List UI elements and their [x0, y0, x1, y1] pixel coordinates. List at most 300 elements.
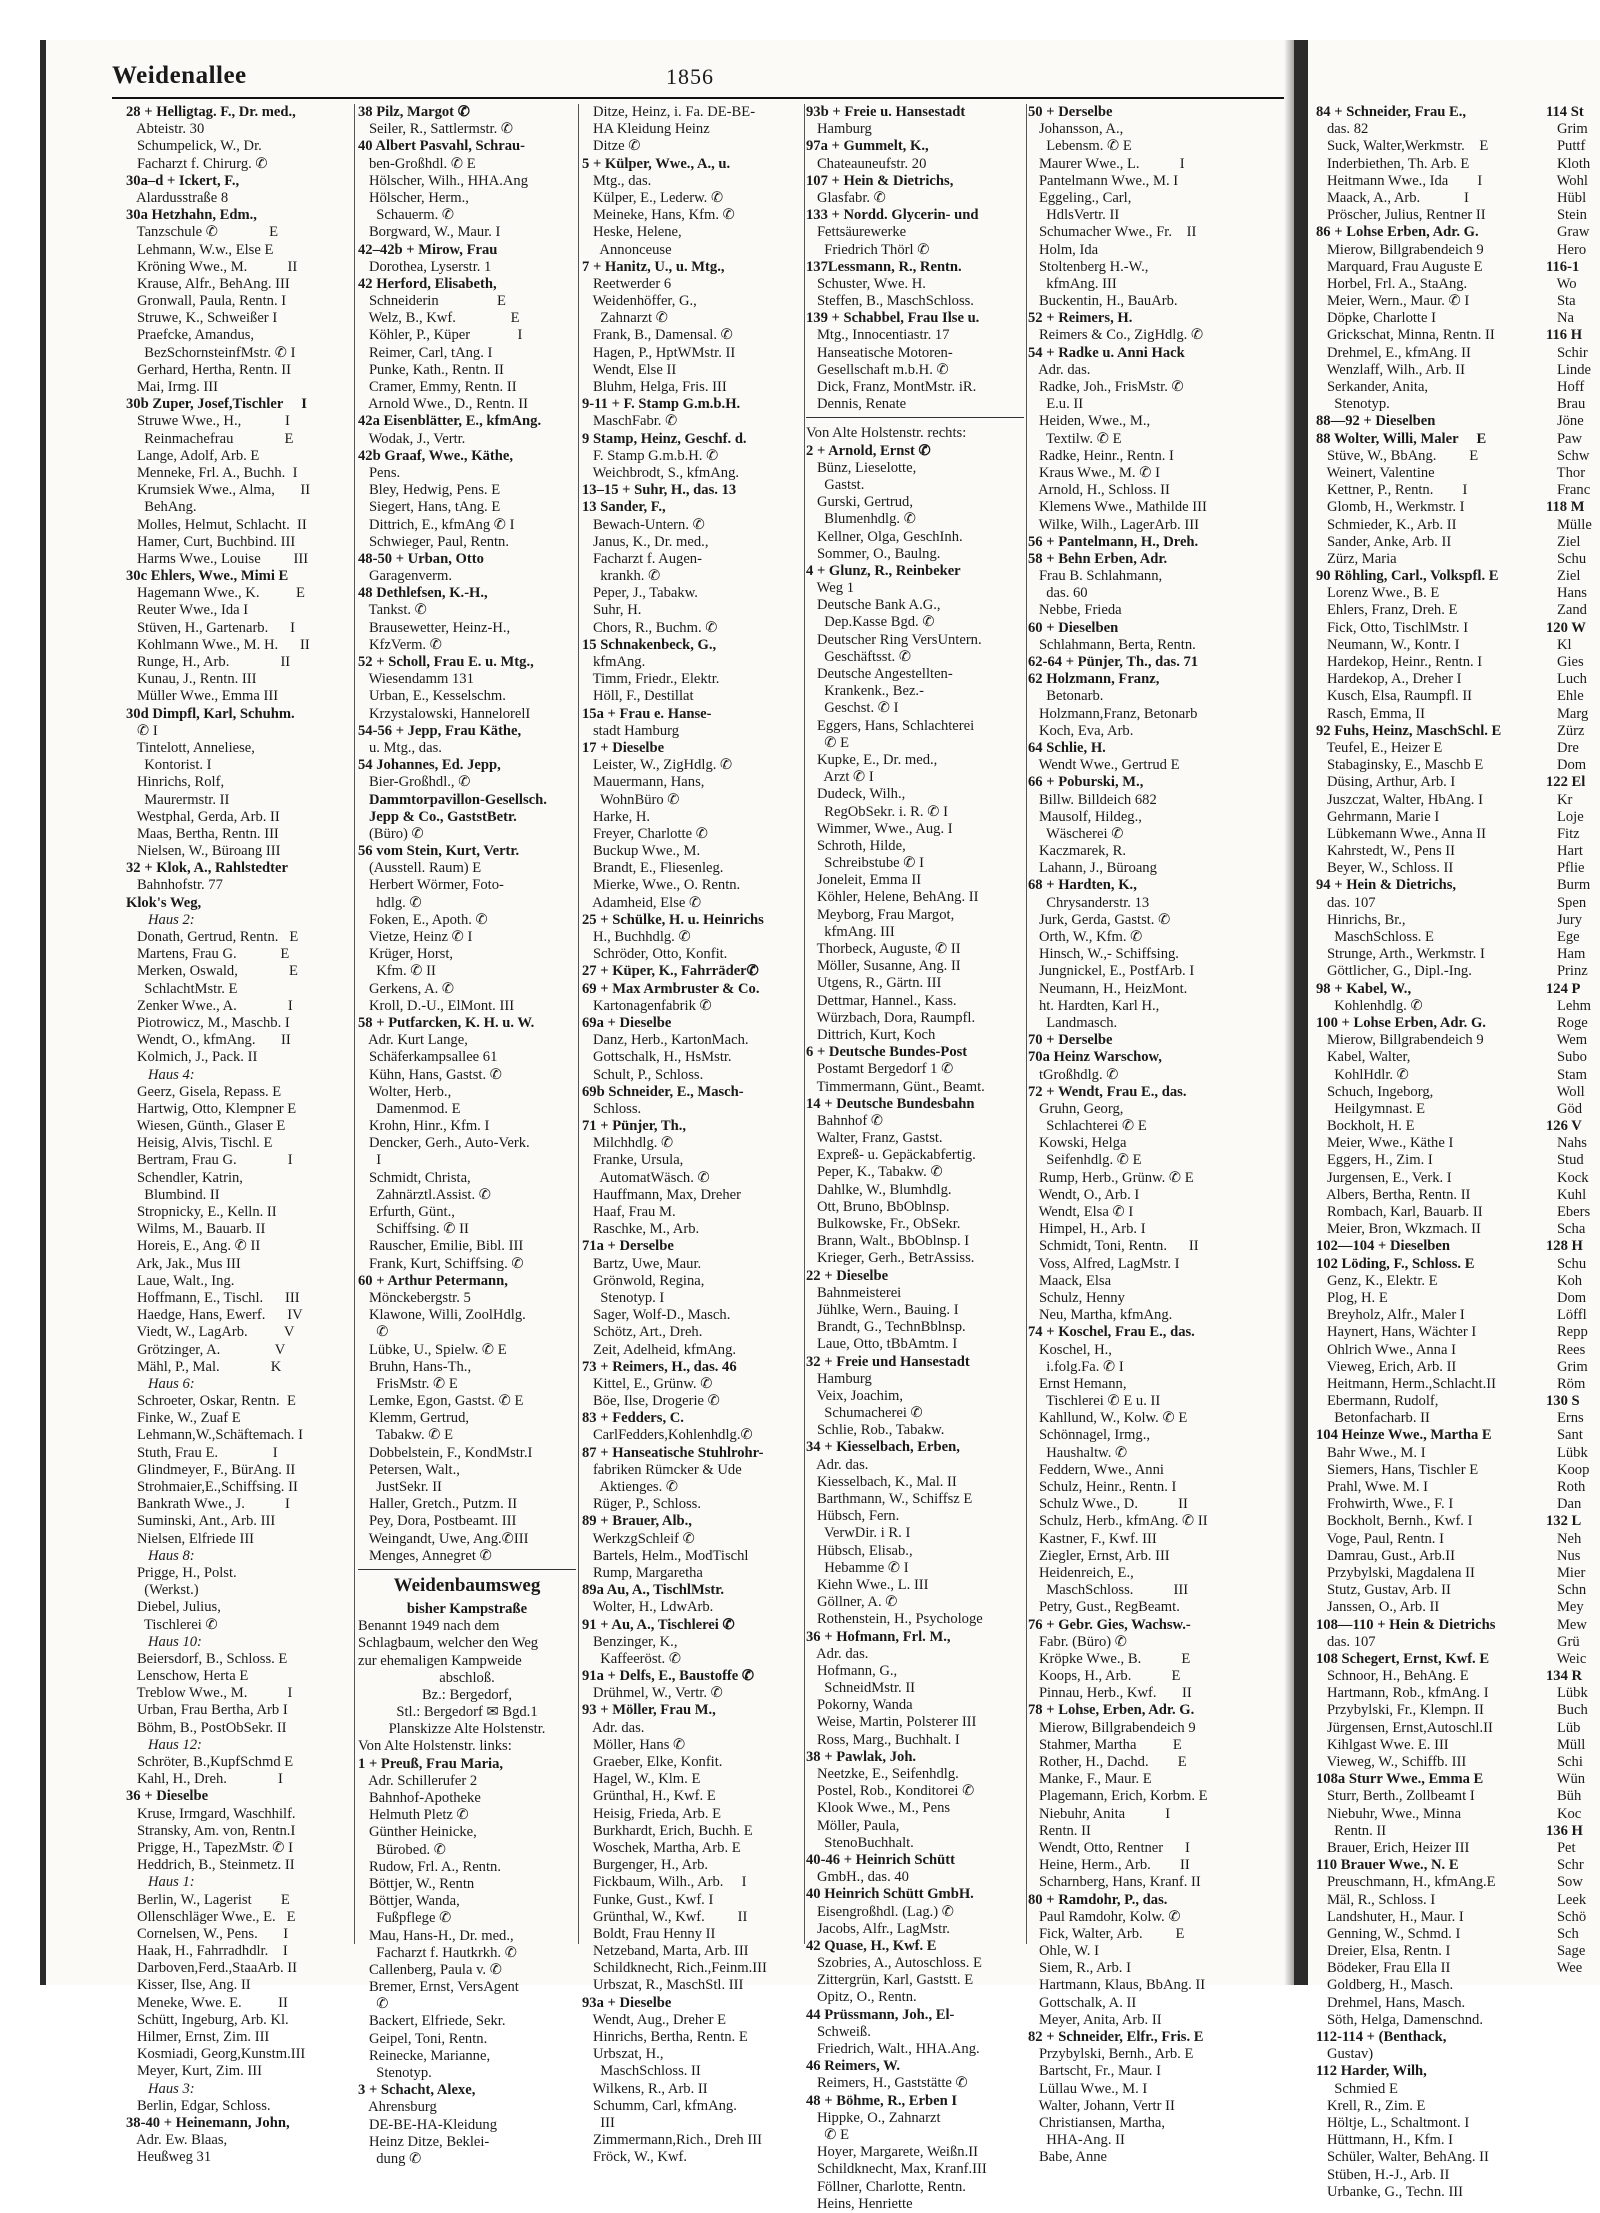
directory-line: Kohlmann Wwe., M. H. II — [126, 636, 310, 653]
column-divider — [354, 104, 355, 1944]
directory-line: Manke, F., Maur. E — [1028, 1771, 1152, 1788]
directory-line: Juszczat, Walter, HbAng. I — [1316, 791, 1483, 808]
directory-line: Pey, Dora, Postbeamt. III — [358, 1513, 517, 1530]
directory-line: Nahs — [1546, 1135, 1587, 1152]
directory-line: 73 + Reimers, H., das. 46 — [582, 1358, 737, 1375]
directory-line: Seiler, R., Sattlermstr. ✆ — [358, 121, 514, 138]
directory-line: Söth, Helga, Damenschnd. — [1316, 2011, 1483, 2028]
directory-line: 90 Röhling, Carl., Volkspfl. E — [1316, 568, 1499, 585]
directory-line: Külper, E., Lederw. ✆ — [582, 189, 724, 206]
directory-line: Wendt, Otto, Rentner I — [1028, 1839, 1190, 1856]
directory-line: Glasfabr. ✆ — [806, 189, 886, 206]
directory-line: Stüven, H., Gartenarb. I — [126, 619, 296, 636]
directory-line: i.folg.Fa. ✆ I — [1028, 1358, 1124, 1375]
directory-line: Gerhard, Hertha, Rentn. II — [126, 361, 291, 378]
directory-line: Molles, Helmut, Schlacht. II — [126, 516, 307, 533]
directory-line: Radke, Joh., FrisMstr. ✆ — [1028, 379, 1184, 395]
directory-line: Hippke, O., Zahnarzt — [806, 2109, 941, 2126]
directory-line: 9-11 + F. Stamp G.m.b.H. — [582, 396, 741, 413]
directory-line: 52 + Reimers, H. — [1028, 310, 1133, 327]
directory-line: Hinsch, W.,- Schiffsing. — [1028, 946, 1179, 963]
directory-line: 2 + Arnold, Ernst ✆ — [806, 442, 931, 459]
directory-line: Burgenger, H., Arb. — [582, 1857, 709, 1874]
directory-line: StenoBuchhalt. — [806, 1834, 914, 1851]
directory-line: Alardusstraße 8 — [126, 189, 229, 206]
directory-line: 88—92 + Dieselben — [1316, 413, 1436, 430]
directory-line: Veix, Joachim, — [806, 1387, 904, 1404]
directory-line: Klok's Weg, — [126, 894, 202, 911]
directory-line: Grim — [1546, 121, 1588, 138]
column-3 — [582, 104, 802, 2166]
directory-line: Eggers, Hans, Schlachterei — [806, 717, 975, 734]
directory-line: Hüttmann, H., Kfm. I — [1316, 2132, 1454, 2149]
directory-line: Kowski, Helga — [1028, 1135, 1127, 1152]
directory-line: Weingandt, Uwe, Ang.✆III — [358, 1530, 529, 1547]
directory-line: Schmidt, Christa, — [358, 1169, 471, 1186]
directory-line: 56 + Pantelmann, H., Dreh. — [1028, 533, 1199, 550]
directory-line: Jöne — [1546, 413, 1584, 430]
directory-line: 89a Au, A., TischlMstr. — [582, 1582, 725, 1599]
directory-line: 62-64 + Pünjer, Th., das. 71 — [1028, 654, 1199, 670]
directory-line: Stropnicky, E., Kelln. II — [126, 1204, 277, 1220]
directory-line: Postel, Rob., Konditorei ✆ — [806, 1783, 975, 1800]
directory-line: 132 L — [1546, 1513, 1582, 1530]
directory-line: Urbszat, R., MaschStl. III — [582, 1977, 744, 1994]
directory-line: Bruhn, Hans-Th., — [358, 1358, 472, 1375]
directory-line: Boldt, Frau Henny II — [582, 1925, 716, 1942]
directory-line: Schildknecht, Max, Kranf.III — [806, 2161, 987, 2178]
directory-line: Schwieger, Paul, Rentn. — [358, 533, 510, 550]
directory-line: Preuschmann, H., kfmAng.E — [1316, 1874, 1496, 1891]
directory-line: Hamer, Curt, Buchbind. III — [126, 533, 296, 550]
directory-line: Graw — [1546, 224, 1590, 241]
directory-line: krankh. ✆ — [582, 568, 661, 585]
directory-line: ht. Hardten, Karl H., — [1028, 997, 1160, 1014]
directory-line: Marg — [1546, 705, 1589, 722]
header-rule — [112, 97, 1284, 99]
directory-line: 108 Schegert, Ernst, Kwf. E — [1316, 1650, 1490, 1667]
directory-line: Föllner, Charlotte, Rentn. — [806, 2178, 966, 2195]
directory-line: Joneleit, Emma II — [806, 872, 922, 889]
directory-line: 80 + Ramdohr, P., das. — [1028, 1891, 1168, 1908]
directory-line: VerwDir. i R. I — [806, 1525, 911, 1542]
directory-line: Woll — [1546, 1083, 1585, 1100]
directory-line: 13 Sander, F., — [582, 499, 666, 516]
directory-line: 110 Brauer Wwe., N. E — [1316, 1857, 1459, 1874]
directory-line: Hart — [1546, 843, 1583, 860]
directory-line: Reinecke, Marianne, — [358, 2047, 491, 2064]
directory-line: Adr. das. — [582, 1719, 645, 1736]
directory-line: Stl.: Bergedorf ✉ Bgd.1 — [396, 1704, 538, 1721]
directory-line: Schir — [1546, 344, 1588, 361]
column-6 — [1316, 104, 1542, 2200]
directory-line: 5 + Külper, Wwe., A., u. — [582, 155, 731, 172]
directory-line: Drehmel, E., kfmAng. II — [1316, 344, 1471, 361]
directory-line: Köhler, Helene, BehAng. II — [806, 889, 979, 906]
page-header — [112, 62, 1284, 98]
directory-line: Siem, R., Arb. I — [1028, 1960, 1131, 1977]
directory-line: Köhler, P., Küper I — [358, 327, 523, 344]
directory-line: 84 + Schneider, Frau E., — [1316, 104, 1467, 120]
directory-line: Lübke, U., Spielw. ✆ E — [358, 1341, 507, 1358]
directory-line: Hartmann, Klaus, BbAng. II — [1028, 1977, 1206, 1994]
directory-line: Punke, Kath., Rentn. II — [358, 361, 504, 378]
directory-line: (Werkst.) — [126, 1582, 199, 1599]
directory-line: Fick, Otto, TischlMstr. I — [1316, 619, 1469, 636]
directory-line: Sage — [1546, 1943, 1586, 1960]
directory-line: F. Stamp G.m.b.H. ✆ — [582, 447, 719, 464]
directory-line: 30c Ehlers, Wwe., Mimi E — [126, 568, 289, 585]
directory-line: 60 + Dieselben — [1028, 619, 1119, 636]
directory-line: Jacobs, Alfr., LagMstr. — [806, 1920, 950, 1937]
directory-line: 17 + Dieselbe — [582, 739, 665, 756]
directory-line: Utgens, R., Gärtn. III — [806, 975, 942, 992]
directory-line: Schlahmann, Berta, Rentn. — [1028, 636, 1196, 653]
directory-line: Würzbach, Dora, Raumpfl. — [806, 1009, 976, 1026]
directory-line: 40 Heinrich Schütt GmbH. — [806, 1886, 974, 1903]
directory-line: Klawone, Willi, ZoolHdlg. — [358, 1307, 526, 1324]
directory-line: 69 + Max Armbruster & Co. — [582, 980, 760, 997]
directory-line: Nus — [1546, 1547, 1581, 1564]
directory-line: u. Mtg., das. — [358, 739, 442, 756]
directory-line: Schröter, B.,KupfSchmd E — [126, 1754, 294, 1770]
directory-line: Viedt, W., LagArb. V — [126, 1324, 295, 1341]
directory-line: Reimers & Co., ZigHdlg. ✆ — [1028, 327, 1204, 344]
directory-line: Koops, H., Arb. E — [1028, 1668, 1181, 1685]
directory-line: Grünthal, W., Kwf. II — [582, 1908, 748, 1925]
directory-line: Eggers, H., Zim. I — [1316, 1152, 1433, 1169]
directory-line: Betonarb. — [1028, 688, 1104, 705]
directory-line: Weidenbaumsweg — [393, 1574, 541, 1596]
directory-line: Schendler, Katrin, — [126, 1169, 243, 1186]
directory-line: Kruse, Irmgard, Waschhilf. — [126, 1805, 296, 1822]
directory-line: Stahmer, Martha E — [1028, 1736, 1182, 1753]
book-gutter — [1294, 40, 1308, 1985]
directory-line: Janus, K., Dr. med., — [582, 533, 709, 550]
directory-line: Rothenstein, H., Psychologe — [806, 1611, 983, 1628]
directory-line: E.u. II — [1028, 396, 1084, 413]
directory-line: Heisig, Frieda, Arb. E — [582, 1805, 722, 1822]
directory-line: Bz.: Bergedorf, — [421, 1686, 513, 1703]
directory-line: Mauermann, Hans, — [582, 774, 705, 791]
directory-line: Maas, Bertha, Rentn. III — [126, 825, 279, 842]
directory-line: Rauscher, Emilie, Bibl. III — [358, 1238, 524, 1255]
directory-line: 32 + Klok, A., Rahlstedter — [126, 860, 288, 877]
directory-line: Dudeck, Wilh., — [806, 786, 906, 803]
directory-line: Berlin, Edgar, Schloss. — [126, 2097, 271, 2114]
directory-line: Subo — [1546, 1049, 1587, 1066]
directory-line: Dre — [1546, 739, 1579, 756]
directory-line: Suhr, H. — [582, 602, 642, 619]
directory-line: Voge, Paul, Rentn. I — [1316, 1530, 1444, 1547]
directory-line: Timm, Friedr., Elektr. — [582, 671, 720, 688]
directory-line: 56 vom Stein, Kurt, Vertr. — [358, 843, 520, 860]
directory-line: Harms Wwe., Louise III — [126, 550, 309, 567]
directory-line: Brau — [1546, 396, 1586, 413]
directory-line: kfmAng. III — [806, 923, 895, 940]
directory-line: Mtg., das. — [582, 172, 652, 189]
directory-line: Arnold, H., Schloss. II — [1028, 482, 1170, 499]
directory-line: 102 Löding, F., Schloss. E — [1316, 1255, 1475, 1272]
directory-line: Timmermann, Günt., Beamt. — [806, 1078, 985, 1095]
directory-line: Laue, Otto, tBbAmtm. I — [806, 1336, 958, 1353]
directory-line: Frau B. Schlahmann, — [1028, 568, 1163, 585]
directory-line: Backert, Elfriede, Sekr. — [358, 2013, 506, 2030]
directory-line: Siemers, Hans, Tischler E — [1316, 1461, 1479, 1478]
directory-line: Kröpke Wwe., B. E — [1028, 1650, 1191, 1667]
directory-line: 104 Heinze Wwe., Martha E — [1316, 1427, 1492, 1444]
directory-line: Hölscher, Wilh., HHA.Ang — [358, 172, 529, 189]
directory-line: 78 + Lohse, Erben, Adr. G. — [1028, 1702, 1195, 1719]
directory-line: Holzmann,Franz, Betonarb — [1028, 705, 1198, 722]
directory-line: Dobbelstein, F., KondMstr.I — [358, 1444, 533, 1461]
directory-line: Goldberg, H., Masch. — [1316, 1977, 1454, 1994]
directory-line: Przybylski, Fr., Klempn. II — [1316, 1702, 1484, 1719]
directory-line: 124 P — [1546, 980, 1581, 997]
directory-line: Meier, Wern., Maur. ✆ I — [1316, 293, 1470, 310]
directory-line: Haushaltw. ✆ — [1028, 1444, 1128, 1461]
directory-line: Kupke, E., Dr. med., — [806, 751, 938, 768]
directory-line: Heske, Helene, — [582, 224, 682, 241]
directory-line: ✆ I — [126, 722, 158, 739]
directory-line: Jury — [1546, 911, 1583, 928]
gutter-shadow — [1284, 40, 1294, 1985]
directory-line: Göttlicher, G., Dipl.-Ing. — [1316, 963, 1472, 980]
directory-line: Buckup Wwe., M. — [582, 843, 701, 860]
directory-line: Böe, Ilse, Drogerie ✆ — [582, 1393, 720, 1410]
directory-line: 46 Reimers, W. — [806, 2058, 901, 2075]
directory-line: Breyholz, Alfr., Maler I — [1316, 1307, 1465, 1324]
directory-line: Kraus Wwe., M. ✆ I — [1028, 464, 1160, 481]
directory-line: Bahr Wwe., M. I — [1316, 1444, 1426, 1461]
directory-line: Lehm — [1546, 997, 1591, 1014]
directory-line: Franke, Ursula, — [582, 1152, 684, 1169]
directory-line: Schult, P., Schloss. — [582, 1066, 704, 1083]
directory-line: Luch — [1546, 671, 1587, 688]
directory-line: Kusch, Elsa, Raumpfl. II — [1316, 688, 1473, 705]
directory-line: Lorenz Wwe., B. E — [1316, 585, 1440, 602]
directory-line: ✆ — [358, 1324, 389, 1341]
directory-line: 6 + Deutsche Bundes-Post — [806, 1044, 968, 1061]
directory-line: Müller Wwe., Emma III — [126, 688, 279, 705]
directory-line: Sow — [1546, 1874, 1583, 1891]
directory-line: Gies — [1546, 654, 1584, 670]
directory-line: Hardekop, A., Dreher I — [1316, 671, 1462, 688]
directory-line: MaschFabr. ✆ — [582, 413, 678, 430]
directory-line: Jepp & Co., GaststBetr. — [358, 808, 517, 825]
directory-line: Gottschalk, H., HsMstr. — [582, 1049, 732, 1066]
directory-line: HA Kleidung Heinz — [582, 121, 710, 138]
directory-line: Genning, W., Schmd. I — [1316, 1925, 1461, 1942]
directory-line: Friedrich, Walt., HHA.Ang. — [806, 2041, 980, 2057]
directory-line: Bahnmeisterei — [806, 1284, 902, 1301]
directory-line: 54 Johannes, Ed. Jepp, — [358, 757, 501, 774]
directory-line: Thor — [1546, 464, 1586, 481]
directory-line: Dennis, Renate — [806, 396, 907, 413]
directory-line: Bley, Hedwig, Pens. E — [358, 482, 501, 499]
directory-line: 94 + Hein & Dietrichs, — [1316, 877, 1457, 894]
directory-line: stadt Hamburg — [582, 722, 680, 739]
directory-line: Kosmiadi, Georg,Kunstm.III — [126, 2046, 306, 2063]
directory-line: Burkhardt, Erich, Buchh. E — [582, 1822, 753, 1839]
directory-line: Zahnarzt ✆ — [582, 310, 668, 327]
directory-line: Sommer, O., Baulng. — [806, 545, 941, 562]
directory-line: Linde — [1546, 361, 1591, 378]
directory-line: Jungnickel, E., PostfArb. I — [1028, 963, 1195, 980]
directory-line: Ziegler, Ernst, Arb. III — [1028, 1547, 1170, 1564]
directory-line: Grünthal, H., Kwf. E — [582, 1788, 716, 1805]
directory-line: Drühmel, W., Vertr. ✆ — [582, 1685, 723, 1702]
directory-line: Walter, Johann, Vertr II — [1028, 2097, 1175, 2114]
directory-line: Neumann, W., Kontr. I — [1316, 636, 1460, 653]
directory-line: Kartonagenfabrik ✆ — [582, 997, 712, 1014]
directory-line: Stabaginsky, E., Maschb E — [1316, 757, 1484, 774]
directory-line: Schütt, Ingeburg, Arb. Kl. — [126, 2011, 289, 2028]
directory-line: Düsing, Arthur, Arb. I — [1316, 774, 1456, 791]
directory-line: Bartscht, Fr., Maur. I — [1028, 2063, 1161, 2080]
directory-line: Schröder, Otto, Konfit. — [582, 946, 728, 963]
directory-line: Weise, Martin, Polsterer III — [806, 1714, 977, 1731]
directory-line: Tabakw. ✆ E — [358, 1427, 454, 1444]
directory-line: Tintelott, Anneliese, — [126, 739, 255, 756]
directory-line: Serkander, Anita, — [1316, 379, 1429, 395]
directory-line: Vieweg, W., Schiffb. III — [1316, 1754, 1467, 1770]
directory-line: Kisser, Ilse, Ang. II — [126, 1977, 251, 1994]
directory-line: Borgward, W., Maur. I — [358, 224, 501, 241]
directory-line: Plog, H. E — [1316, 1289, 1388, 1306]
directory-line: Krzystalowski, HannelorelI — [358, 705, 531, 722]
directory-line: Tischlerei ✆ E u. II — [1028, 1393, 1161, 1410]
directory-line: Stuth, Frau E. I — [126, 1444, 278, 1461]
directory-line: ✆ — [358, 1996, 389, 2013]
directory-line: Adamheid, Else ✆ — [582, 894, 702, 911]
directory-line: Schn — [1546, 1582, 1587, 1599]
directory-line: 137Lessmann, R., Rentn. — [806, 258, 962, 275]
directory-line: Zürz — [1546, 722, 1585, 739]
directory-line: Arnold Wwe., D., Rentn. II — [358, 396, 528, 413]
directory-line: Harke, H. — [582, 808, 651, 825]
directory-line: Radke, Heinr., Rentn. I — [1028, 447, 1174, 464]
directory-line: Mähl, P., Mal. K — [126, 1358, 282, 1375]
directory-line: Betonfacharb. II — [1316, 1410, 1430, 1427]
directory-line: Rudow, Frl. A., Rentn. — [358, 1858, 501, 1875]
directory-line: Haus 6: — [148, 1375, 195, 1392]
directory-line: 27 + Küper, K., Fahrräder✆ — [582, 963, 759, 980]
directory-line: 93b + Freie u. Hansestadt — [806, 104, 966, 120]
directory-line: Finke, W., Zuaf E — [126, 1410, 241, 1427]
directory-line: 36 + Dieselbe — [126, 1788, 209, 1805]
directory-line: 25 + Schülke, H. u. Heinrichs — [582, 911, 764, 928]
directory-line: Pflie — [1546, 860, 1585, 877]
directory-line: 42a Eisenblätter, E., kfmAng. — [358, 413, 542, 430]
directory-line: Wendt, O., Arb. I — [1028, 1186, 1140, 1203]
directory-line: Schr — [1546, 1857, 1584, 1874]
directory-line: Adr. Ew. Blaas, — [126, 2132, 228, 2149]
directory-line: Mai, Irmg. III — [126, 379, 218, 395]
directory-line: Wenzlaff, Wilh., Arb. II — [1316, 361, 1466, 378]
directory-line: Wohl — [1546, 172, 1588, 189]
directory-line: Ziel — [1546, 568, 1581, 585]
directory-line: Hagel, W., Klm. E — [582, 1771, 701, 1788]
directory-line: Grim — [1546, 1358, 1588, 1375]
directory-line: Haedge, Hans, Ewerf. IV — [126, 1307, 303, 1324]
directory-line: Jürgensen, Ernst,Autoschl.II — [1316, 1719, 1493, 1736]
directory-line: Albers, Bertha, Rentn. II — [1316, 1186, 1471, 1203]
directory-line: Ernst Hemann, — [1028, 1375, 1127, 1392]
directory-line: Kroll, D.-U., ElMont. III — [358, 997, 515, 1014]
directory-line: Hamburg — [806, 1370, 872, 1387]
directory-line: Walter, Franz, Gastst. — [806, 1130, 943, 1147]
directory-line: Weic — [1546, 1650, 1587, 1667]
directory-line: 58 + Putfarcken, K. H. u. W. — [358, 1014, 535, 1031]
directory-line: Przybylski, Magdalena II — [1316, 1564, 1475, 1581]
directory-line: Pokorny, Wanda — [806, 1697, 913, 1714]
directory-line: Von Alte Holstenstr. rechts: — [806, 425, 967, 442]
directory-line: Sant — [1546, 1427, 1583, 1444]
directory-line: Nielsen, W., Büroang III — [126, 843, 281, 860]
directory-line: Wilms, M., Bauarb. II — [126, 1221, 266, 1238]
directory-line: 38 + Pawlak, Joh. — [806, 1748, 917, 1765]
directory-line: 130 S — [1546, 1393, 1580, 1410]
directory-line: das. 107 — [1316, 894, 1376, 911]
directory-line: Dittrich, E., kfmAng ✆ I — [358, 516, 515, 533]
directory-line: Woschek, Martha, Arb. E — [582, 1839, 741, 1856]
directory-line: Stenotyp. — [358, 2065, 432, 2081]
directory-line: Petersen, Walt., — [358, 1461, 460, 1478]
directory-line: Dom — [1546, 757, 1587, 774]
column-4 — [806, 104, 1024, 2212]
directory-line: Niebuhr, Wwe., Minna — [1316, 1805, 1462, 1822]
directory-line: Neh — [1546, 1530, 1582, 1547]
directory-line: Fick, Walter, Arb. E — [1028, 1925, 1185, 1942]
directory-line: 50 + Derselbe — [1028, 104, 1113, 120]
directory-line: Schulz Wwe., D. II — [1028, 1496, 1188, 1513]
directory-line: Schuch, Ingeborg, — [1316, 1083, 1434, 1100]
directory-line: Kaffeeröst. ✆ — [582, 1650, 682, 1667]
directory-line: Bankrath Wwe., J. I — [126, 1496, 290, 1513]
directory-line: Milchhdlg. ✆ — [582, 1135, 674, 1152]
directory-line: Krohn, Hinr., Kfm. I — [358, 1118, 490, 1135]
directory-line: Blumbind. II — [126, 1186, 220, 1203]
directory-line: Kloth — [1546, 155, 1591, 172]
directory-line: Reimers, H., Gaststätte ✆ — [806, 2075, 968, 2092]
directory-line: Zenker Wwe., A. I — [126, 997, 293, 1014]
directory-line: 64 Schlie, H. — [1028, 739, 1106, 756]
directory-line: das. 82 — [1316, 121, 1369, 138]
directory-line: Brandt, G., TechnBblnsp. — [806, 1319, 966, 1336]
directory-line: Prahl, Wwe. M. I — [1316, 1479, 1429, 1495]
directory-line: Urban, E., Kesselschm. — [358, 688, 506, 705]
directory-line: Ziel — [1546, 533, 1581, 550]
directory-line: 102—104 + Dieselben — [1316, 1238, 1450, 1255]
directory-line: Brausewetter, Heinz-H., — [358, 619, 511, 636]
directory-line: Meneke, Wwe. E. II — [126, 1994, 288, 2011]
directory-line: Wee — [1546, 1960, 1583, 1977]
directory-line: Ahrensburg — [358, 2099, 437, 2116]
directory-line: Bockholt, Bernh., Kwf. I — [1316, 1513, 1473, 1530]
directory-line: 9 Stamp, Heinz, Geschf. d. — [582, 430, 747, 447]
directory-line: Mierow, Billgrabendeich 9 — [1316, 1032, 1484, 1049]
directory-line: Hero — [1546, 241, 1587, 258]
directory-line: Geerz, Gisela, Repass. E — [126, 1083, 282, 1100]
directory-line: Himpel, H., Arb. I — [1028, 1221, 1146, 1238]
directory-line: Adr. das. — [806, 1645, 869, 1662]
directory-line: Mew — [1546, 1616, 1587, 1633]
directory-line: Gustav) — [1316, 2046, 1374, 2063]
directory-line: Böttjer, W., Rentn — [358, 1875, 475, 1892]
directory-line: Kohlenhdlg. ✆ — [1316, 997, 1423, 1014]
directory-line: Lübk — [1546, 1685, 1588, 1702]
